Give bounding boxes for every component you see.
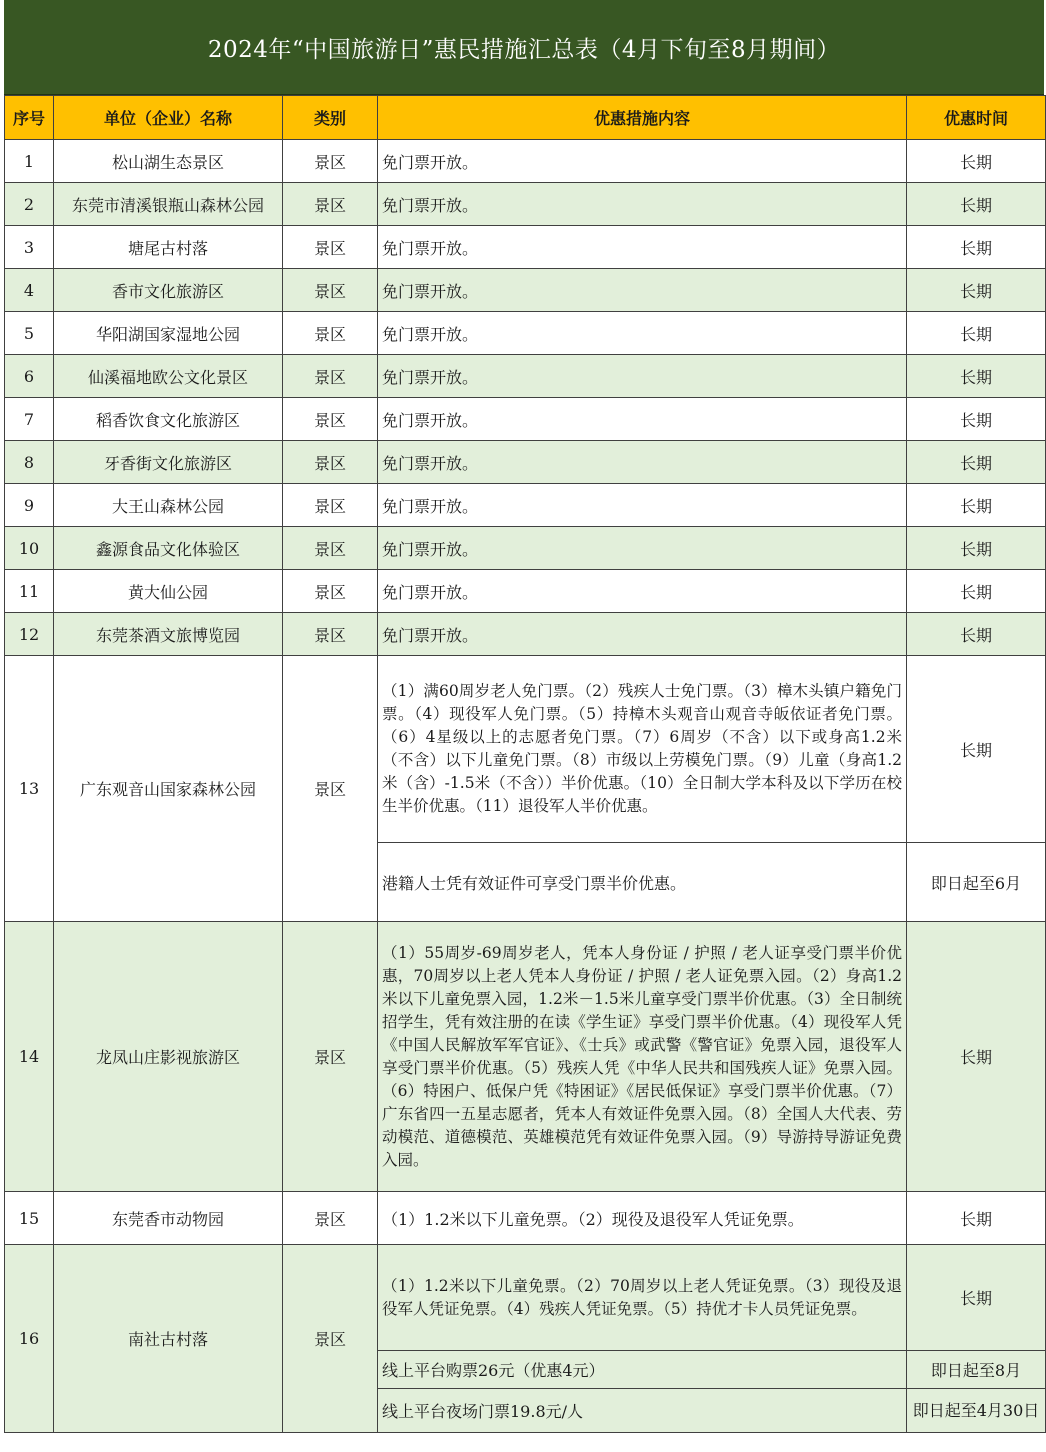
table-row xyxy=(5,355,1046,398)
cell-time: 长期 xyxy=(907,527,1046,570)
cell-name: 龙凤山庄影视旅游区 xyxy=(54,922,283,1192)
cell-index: 1 xyxy=(5,140,54,183)
cell-content: 免门票开放。 xyxy=(378,441,907,484)
cell-time: 长期 xyxy=(907,441,1046,484)
measures-table xyxy=(4,95,1046,1433)
cell-index: 15 xyxy=(5,1192,54,1245)
header-time: 优惠时间 xyxy=(907,96,1046,140)
cell-content: 免门票开放。 xyxy=(378,570,907,613)
cell-content: 免门票开放。 xyxy=(378,398,907,441)
cell-name: 塘尾古村落 xyxy=(54,226,283,269)
cell-time: 长期 xyxy=(907,269,1046,312)
table-row xyxy=(5,1245,1046,1351)
cell-name: 东莞香市动物园 xyxy=(54,1192,283,1245)
table-row xyxy=(5,484,1046,527)
cell-time: 长期 xyxy=(907,1245,1046,1351)
cell-index: 13 xyxy=(5,656,54,922)
cell-time: 长期 xyxy=(907,613,1046,656)
page-title: 2024年“中国旅游日”惠民措施汇总表（4月下旬至8月期间） xyxy=(4,0,1044,96)
cell-index: 14 xyxy=(5,922,54,1192)
cell-content: 免门票开放。 xyxy=(378,484,907,527)
cell-name: 香市文化旅游区 xyxy=(54,269,283,312)
cell-category: 景区 xyxy=(283,484,378,527)
cell-content: （1）满60周岁老人免门票。（2）残疾人士免门票。（3）樟木头镇户籍免门票。（4）现役军人免门票。（5）持樟木头观音山观音寺皈依证者免门票。（6）4星级以上的志愿者免门票。（7）6周岁（不含）以下或身高1.2米（不含）以下儿童免门票。（8）市级以上劳模免门票。（9）儿童（身高1.2米（含）-1.5米（不含））半价优惠。（10）全日制大学本科及以下学历在校生半价优惠。（11）退役军人半价优惠。 xyxy=(378,656,907,843)
cell-name: 东莞市清溪银瓶山森林公园 xyxy=(54,183,283,226)
cell-time: 长期 xyxy=(907,226,1046,269)
cell-time: 长期 xyxy=(907,140,1046,183)
cell-time: 即日起至6月 xyxy=(907,843,1046,922)
table-row xyxy=(5,269,1046,312)
cell-name: 鑫源食品文化体验区 xyxy=(54,527,283,570)
cell-content: 免门票开放。 xyxy=(378,269,907,312)
cell-index: 16 xyxy=(5,1245,54,1433)
cell-name: 稻香饮食文化旅游区 xyxy=(54,398,283,441)
header-name: 单位（企业）名称 xyxy=(54,96,283,140)
cell-category: 景区 xyxy=(283,140,378,183)
table-row xyxy=(5,226,1046,269)
cell-name: 牙香街文化旅游区 xyxy=(54,441,283,484)
cell-index: 10 xyxy=(5,527,54,570)
table-row xyxy=(5,527,1046,570)
cell-category: 景区 xyxy=(283,183,378,226)
cell-category: 景区 xyxy=(283,1245,378,1433)
cell-time: 长期 xyxy=(907,570,1046,613)
table-header-row xyxy=(5,96,1046,140)
cell-time: 长期 xyxy=(907,656,1046,843)
cell-time: 长期 xyxy=(907,398,1046,441)
cell-time: 长期 xyxy=(907,312,1046,355)
table-row xyxy=(5,312,1046,355)
table-row xyxy=(5,140,1046,183)
cell-content: （1）1.2米以下儿童免票。（2）70周岁以上老人凭证免票。（3）现役及退役军人凭证免票。（4）残疾人凭证免票。（5）持优才卡人员凭证免票。 xyxy=(378,1245,907,1351)
table-row xyxy=(5,922,1046,1192)
cell-index: 8 xyxy=(5,441,54,484)
table-row xyxy=(5,613,1046,656)
cell-content: 线上平台购票26元（优惠4元） xyxy=(378,1351,907,1389)
cell-index: 3 xyxy=(5,226,54,269)
cell-category: 景区 xyxy=(283,312,378,355)
cell-name: 仙溪福地欧公文化景区 xyxy=(54,355,283,398)
cell-name: 南社古村落 xyxy=(54,1245,283,1433)
table-row xyxy=(5,570,1046,613)
header-index: 序号 xyxy=(5,96,54,140)
table-row xyxy=(5,441,1046,484)
cell-name: 大王山森林公园 xyxy=(54,484,283,527)
cell-index: 2 xyxy=(5,183,54,226)
cell-category: 景区 xyxy=(283,226,378,269)
cell-category: 景区 xyxy=(283,269,378,312)
cell-category: 景区 xyxy=(283,398,378,441)
cell-index: 4 xyxy=(5,269,54,312)
cell-content: 免门票开放。 xyxy=(378,226,907,269)
cell-time: 长期 xyxy=(907,922,1046,1192)
cell-content: （1）55周岁-69周岁老人，凭本人身份证 / 护照 / 老人证享受门票半价优惠，70周岁以上老人凭本人身份证 / 护照 / 老人证免票入园。（2）身高1.2米以下儿童免票入园，1.2米－1.5米儿童享受门票半价优惠。（3）全日制统招学生，凭有效注册的在读《学生证》享受门票半价优惠。（4）现役军人凭《中国人民解放军军官证》、《士兵》或武警《警官证》免票入园，退役军人享受门票半价优惠。（5）残疾人凭《中华人民共和国残疾人证》免票入园。（6）特困户、低保户凭《特困证》《居民低保证》享受门票半价优惠。（7）广东省四一五星志愿者，凭本人有效证件免票入园。（8）全国人大代表、劳动模范、道德模范、英雄模范凭有效证件免票入园。（9）导游持导游证免费入园。 xyxy=(378,922,907,1192)
table-row xyxy=(5,398,1046,441)
cell-category: 景区 xyxy=(283,355,378,398)
cell-name: 广东观音山国家森林公园 xyxy=(54,656,283,922)
cell-time: 长期 xyxy=(907,1192,1046,1245)
cell-category: 景区 xyxy=(283,613,378,656)
cell-time: 长期 xyxy=(907,183,1046,226)
cell-time: 长期 xyxy=(907,355,1046,398)
header-content: 优惠措施内容 xyxy=(378,96,907,140)
cell-category: 景区 xyxy=(283,527,378,570)
cell-index: 6 xyxy=(5,355,54,398)
cell-time: 长期 xyxy=(907,484,1046,527)
cell-content: 免门票开放。 xyxy=(378,613,907,656)
cell-index: 12 xyxy=(5,613,54,656)
cell-category: 景区 xyxy=(283,1192,378,1245)
cell-time: 即日起至4月30日 xyxy=(907,1389,1046,1433)
cell-category: 景区 xyxy=(283,570,378,613)
cell-content: （1）1.2米以下儿童免票。（2）现役及退役军人凭证免票。 xyxy=(378,1192,907,1245)
cell-name: 松山湖生态景区 xyxy=(54,140,283,183)
cell-content: 港籍人士凭有效证件可享受门票半价优惠。 xyxy=(378,843,907,922)
header-category: 类别 xyxy=(283,96,378,140)
cell-time: 即日起至8月 xyxy=(907,1351,1046,1389)
cell-name: 东莞茶酒文旅博览园 xyxy=(54,613,283,656)
cell-name: 华阳湖国家湿地公园 xyxy=(54,312,283,355)
table-row xyxy=(5,183,1046,226)
cell-content: 免门票开放。 xyxy=(378,355,907,398)
cell-content: 免门票开放。 xyxy=(378,140,907,183)
cell-index: 11 xyxy=(5,570,54,613)
cell-content: 免门票开放。 xyxy=(378,312,907,355)
cell-content: 免门票开放。 xyxy=(378,183,907,226)
cell-index: 7 xyxy=(5,398,54,441)
cell-category: 景区 xyxy=(283,922,378,1192)
cell-name: 黄大仙公园 xyxy=(54,570,283,613)
cell-content: 线上平台夜场门票19.8元/人 xyxy=(378,1389,907,1433)
table-row xyxy=(5,656,1046,843)
cell-category: 景区 xyxy=(283,656,378,922)
cell-category: 景区 xyxy=(283,441,378,484)
cell-index: 5 xyxy=(5,312,54,355)
cell-index: 9 xyxy=(5,484,54,527)
table-row xyxy=(5,1192,1046,1245)
cell-content: 免门票开放。 xyxy=(378,527,907,570)
